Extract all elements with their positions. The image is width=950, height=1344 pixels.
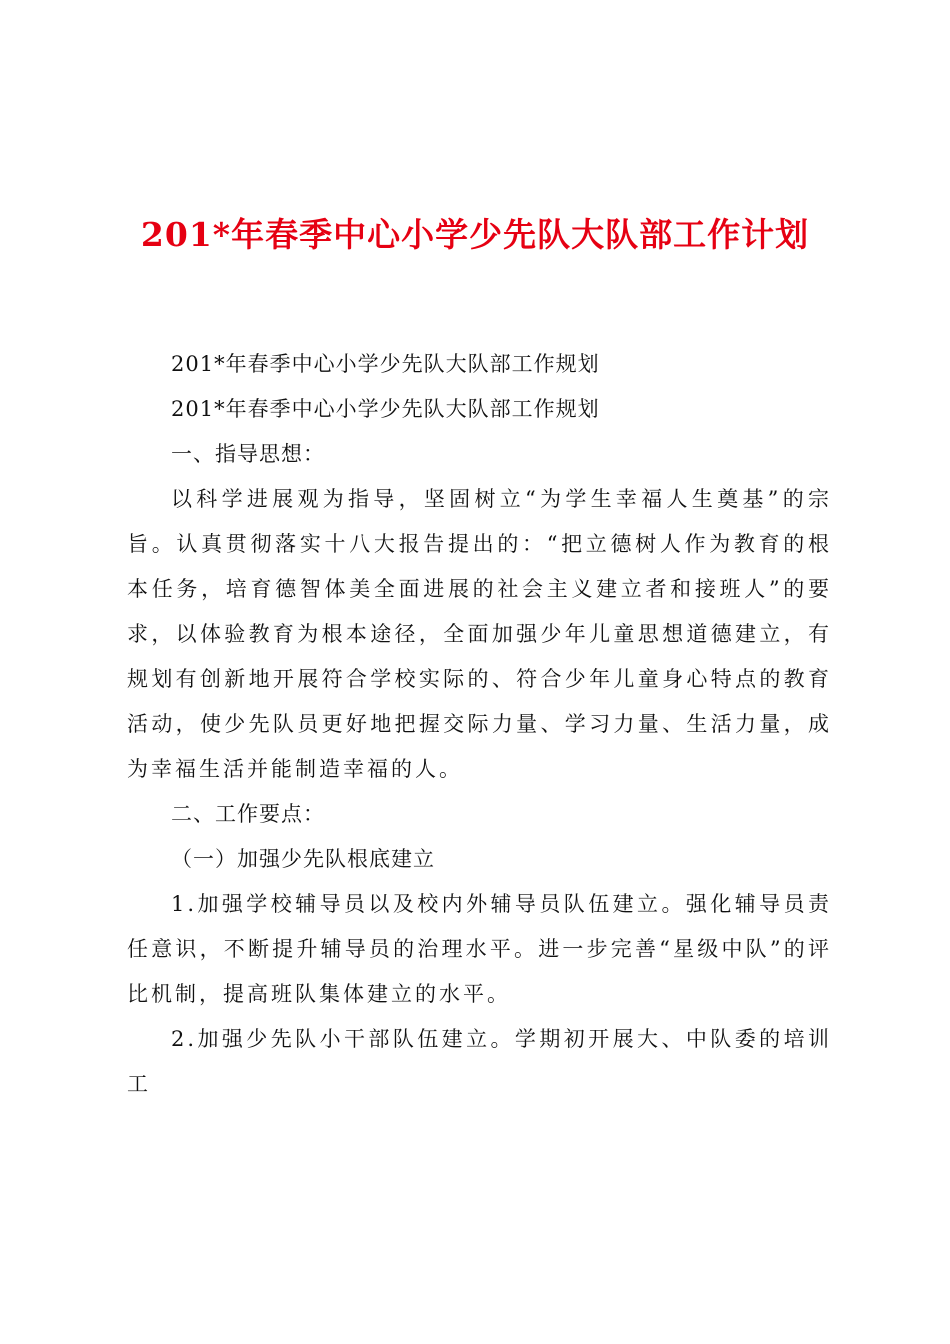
paragraph-item-1: 1.加强学校辅导员以及校内外辅导员队伍建立。强化辅导员责任意识，不断提升辅导员的治理水平。进一步完善“星级中队”的评比机制，提高班队集体建立的水平。 <box>127 892 832 1006</box>
section-heading-guiding-thought: 一、指导思想： <box>171 442 325 466</box>
document-title: 201*年春季中心小学少先队大队部工作计划 <box>140 215 810 254</box>
document-body <box>127 342 832 1107</box>
paragraph-subtitle-2: 201*年春季中心小学少先队大队部工作规划 <box>171 397 600 421</box>
paragraph-subtitle-1: 201*年春季中心小学少先队大队部工作规划 <box>171 352 600 376</box>
subsection-heading-foundation: （一）加强少先队根底建立 <box>171 847 435 871</box>
paragraph-guiding-thought: 以科学进展观为指导，坚固树立“为学生幸福人生奠基”的宗旨。认真贯彻落实十八大报告提出的：“把立德树人作为教育的根本任务，培育德智体美全面进展的社会主义建立者和接班人”的要求，以体验教育为根本途径，全面加强少年儿童思想道德建立，有规划有创新地开展符合学校实际的、符合少年儿童身心特点的教育活动，使少先队员更好地把握交际力量、学习力量、生活力量，成为幸福生活并能制造幸福的人。 <box>127 487 832 781</box>
section-heading-work-points: 二、工作要点： <box>171 802 325 826</box>
paragraph-item-2: 2.加强少先队小干部队伍建立。学期初开展大、中队委的培训工 <box>127 1027 832 1096</box>
